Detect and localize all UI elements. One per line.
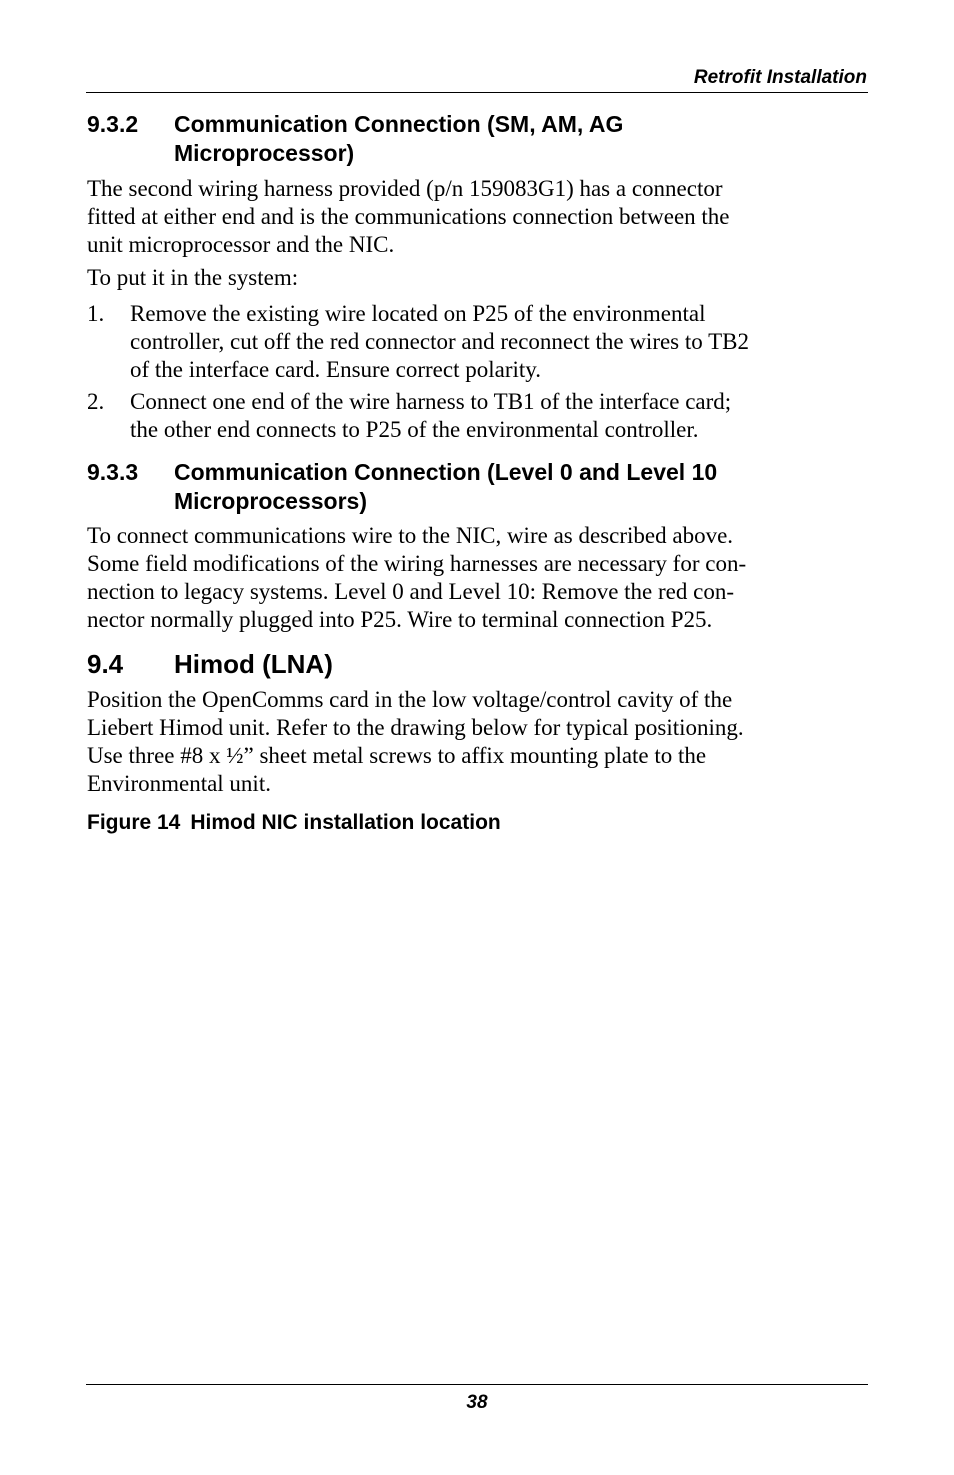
heading-title-line: Communication Connection (Level 0 and Level 10	[174, 459, 718, 485]
paragraph-line: unit microprocessor and the NIC.	[87, 232, 395, 257]
heading-title	[174, 458, 874, 516]
header-rule	[86, 92, 868, 93]
figure-title: Himod NIC installation location	[190, 811, 501, 834]
figure-label: Figure 14	[87, 811, 181, 834]
paragraph-line: nection to legacy systems. Level 0 and Level 10: Remove the red con-	[87, 579, 734, 604]
list-line: the other end connects to P25 of the environmental controller.	[130, 417, 699, 442]
footer-rule	[86, 1384, 868, 1385]
heading-number: 9.3.2	[87, 111, 139, 137]
paragraph-lead	[87, 264, 877, 292]
heading-title-line: Microprocessors)	[174, 488, 368, 514]
paragraph-himod-positioning	[87, 686, 877, 798]
running-header-title: Retrofit Installation	[693, 67, 867, 88]
paragraph-line: Environmental unit.	[87, 771, 271, 796]
paragraph-line: The second wiring harness provided (p/n 159083G1) has a connector	[87, 176, 723, 201]
list-item-body	[130, 300, 749, 384]
list-marker: 1.	[87, 301, 105, 326]
heading-title-line: Communication Connection (SM, AM, AG	[174, 111, 624, 137]
paragraph-legacy-wiring	[87, 522, 877, 634]
list-line: of the interface card. Ensure correct polarity.	[130, 357, 542, 382]
paragraph-harness-intro	[87, 175, 877, 259]
paragraph-line: To put it in the system:	[87, 265, 299, 290]
page-number: 38	[466, 1392, 488, 1413]
heading-title-line: Microprocessor)	[174, 140, 355, 166]
paragraph-line: To connect communications wire to the NIC, wire as described above.	[87, 523, 734, 548]
list-line: Connect one end of the wire harness to TB1 of the interface card;	[130, 389, 732, 414]
heading-title	[174, 110, 874, 168]
list-line: Remove the existing wire located on P25 of the environmental	[130, 301, 706, 326]
list-line: controller, cut off the red connector and reconnect the wires to TB2	[130, 329, 750, 354]
figure-image-area	[87, 850, 867, 1370]
paragraph-line: Position the OpenComms card in the low voltage/control cavity of the	[87, 687, 733, 712]
heading-number: 9.4	[87, 649, 124, 679]
paragraph-line: Some field modifications of the wiring harnesses are necessary for con-	[87, 551, 747, 576]
paragraph-line: fitted at either end and is the communications connection between the	[87, 204, 730, 229]
figure-caption	[87, 810, 501, 836]
heading-title: Himod (LNA)	[174, 649, 333, 679]
list-item-body	[130, 388, 731, 444]
list-marker: 2.	[87, 389, 105, 414]
paragraph-line: Use three #8 x ½” sheet metal screws to affix mounting plate to the	[87, 743, 707, 768]
paragraph-line: nector normally plugged into P25. Wire to terminal connection P25.	[87, 607, 713, 632]
paragraph-line: Liebert Himod unit. Refer to the drawing below for typical positioning.	[87, 715, 744, 740]
heading-number: 9.3.3	[87, 459, 139, 485]
